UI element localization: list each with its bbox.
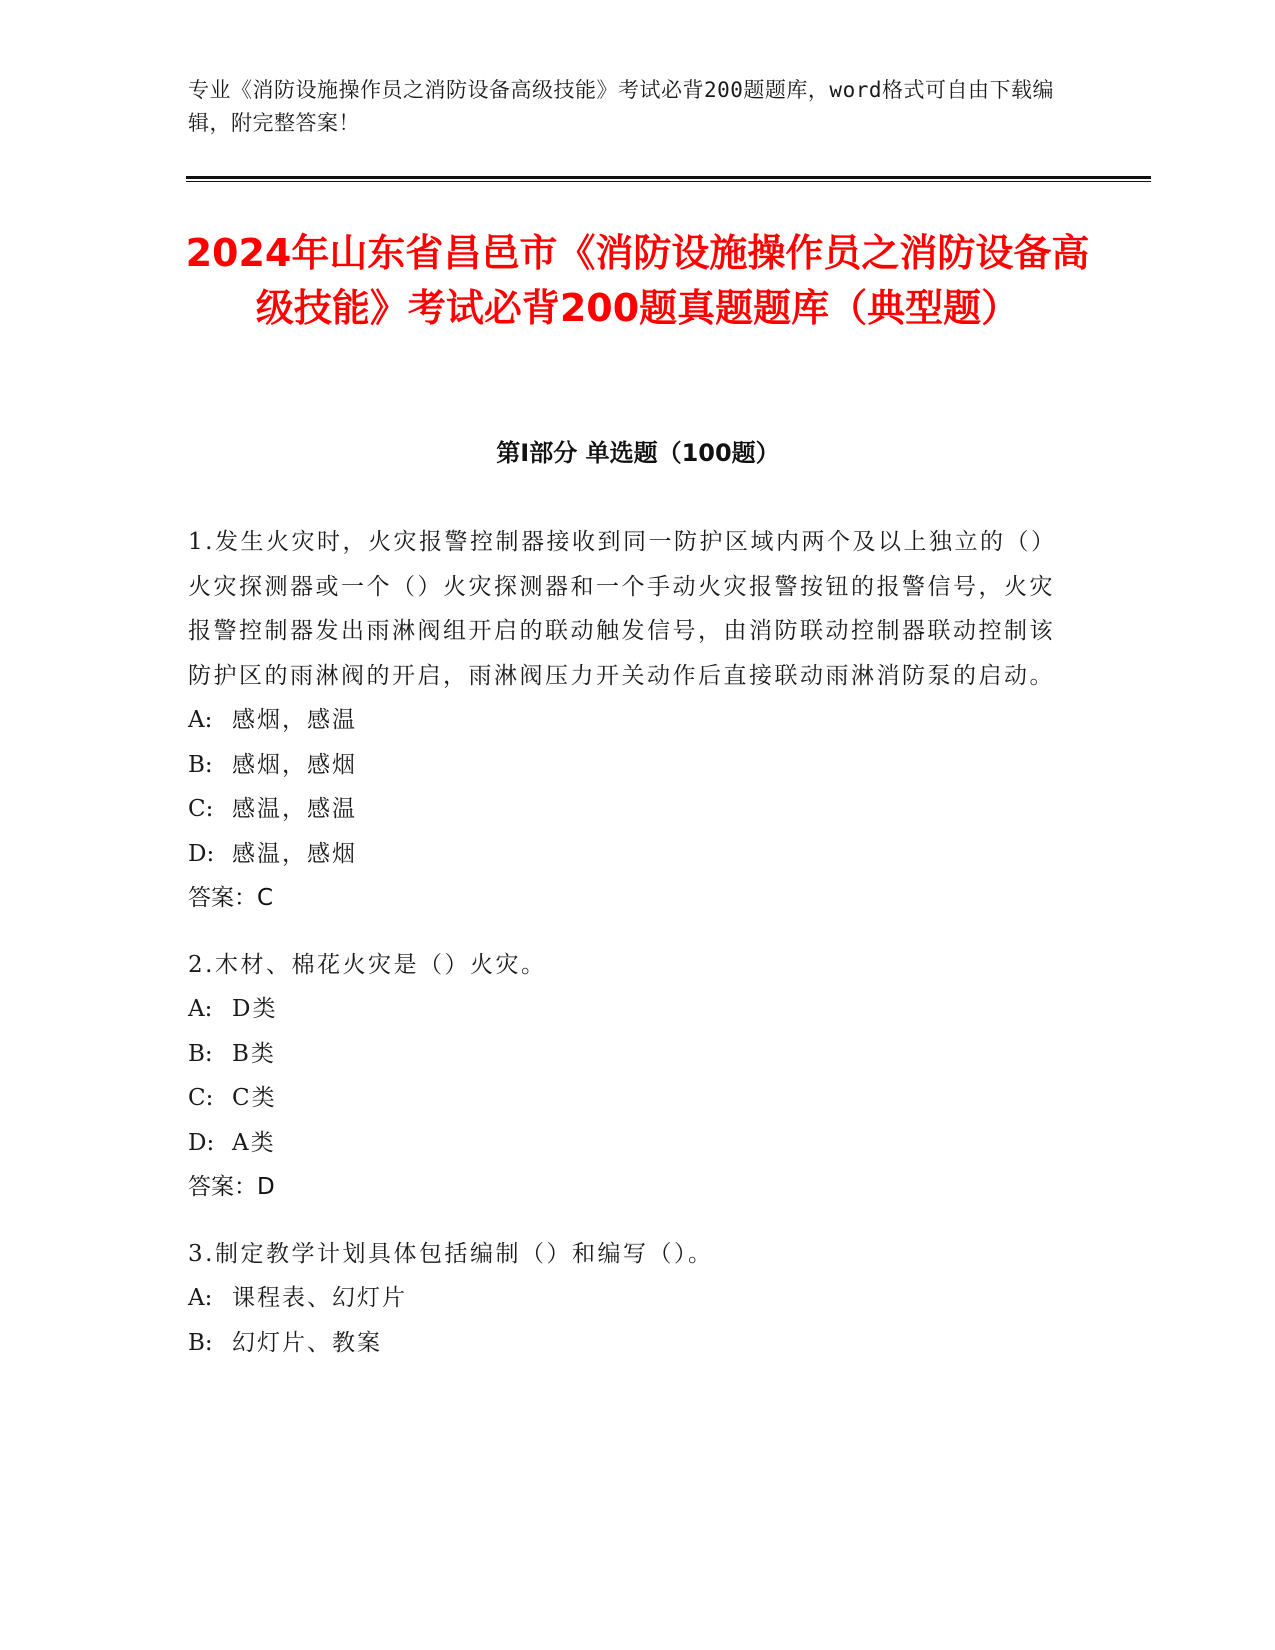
- answer-line: 答案：C: [188, 885, 274, 911]
- question-stem: 3.制定教学计划具体包括编制（）和编写（）。: [188, 1240, 714, 1267]
- option-text: B类: [232, 1040, 276, 1067]
- option-a: [188, 987, 1068, 1032]
- option-b: [188, 1032, 1068, 1077]
- option-label: B:: [188, 1040, 213, 1067]
- option-text: 课程表、幻灯片: [232, 1285, 407, 1311]
- question-3: [188, 1232, 1068, 1366]
- header-rule-thin: [186, 181, 1151, 182]
- answer-line: 答案：D: [188, 1174, 275, 1200]
- option-label: B:: [188, 1329, 213, 1356]
- option-text: C类: [232, 1085, 277, 1111]
- option-text: D类: [232, 996, 278, 1022]
- header-note: 专业《消防设施操作员之消防设备高级技能》考试必背200题题库，word格式可自由下载编辑，附完整答案！: [188, 78, 1054, 135]
- option-a: [188, 698, 1068, 743]
- option-text: 感温，感烟: [232, 840, 357, 867]
- option-label: C:: [188, 1085, 214, 1111]
- document-title: 2024年山东省昌邑市《消防设施操作员之消防设备高级技能》考试必背200题真题题库（典型题）: [185, 231, 1090, 330]
- question-2: [188, 943, 1068, 1210]
- option-b: [188, 743, 1068, 788]
- option-text: 感温，感温: [232, 796, 357, 822]
- question-1: [188, 520, 1068, 921]
- section-title: 第I部分 单选题（100题）: [496, 439, 780, 467]
- option-b: [188, 1321, 1068, 1366]
- option-label: A:: [188, 996, 213, 1022]
- option-text: 感烟，感温: [232, 707, 357, 733]
- option-c: [188, 787, 1068, 832]
- option-label: C:: [188, 796, 214, 822]
- option-text: 幻灯片、教案: [232, 1329, 382, 1356]
- option-label: D:: [188, 840, 215, 867]
- option-label: A:: [188, 707, 213, 733]
- option-d: [188, 832, 1068, 877]
- option-a: [188, 1276, 1068, 1321]
- option-text: A类: [232, 1129, 276, 1156]
- question-stem: 1.发生火灾时，火灾报警控制器接收到同一防护区域内两个及以上独立的（）火灾探测器或一个（）火灾探测器和一个手动火灾报警按钮的报警信号，火灾报警控制器发出雨淋阀组开启的联动触发信号，由消防联动控制器联动控制该防护区的雨淋阀的开启，雨淋阀压力开关动作后直接联动雨淋消防泵的启动。: [188, 529, 1057, 689]
- option-d: [188, 1121, 1068, 1166]
- question-list: [188, 520, 1068, 1387]
- question-stem: 2.木材、棉花火灾是（）火灾。: [188, 951, 547, 978]
- header-rule-thick: [186, 176, 1151, 179]
- option-label: B:: [188, 751, 213, 778]
- option-label: A:: [188, 1285, 213, 1311]
- option-c: [188, 1076, 1068, 1121]
- option-text: 感烟，感烟: [232, 751, 357, 778]
- option-label: D:: [188, 1129, 215, 1156]
